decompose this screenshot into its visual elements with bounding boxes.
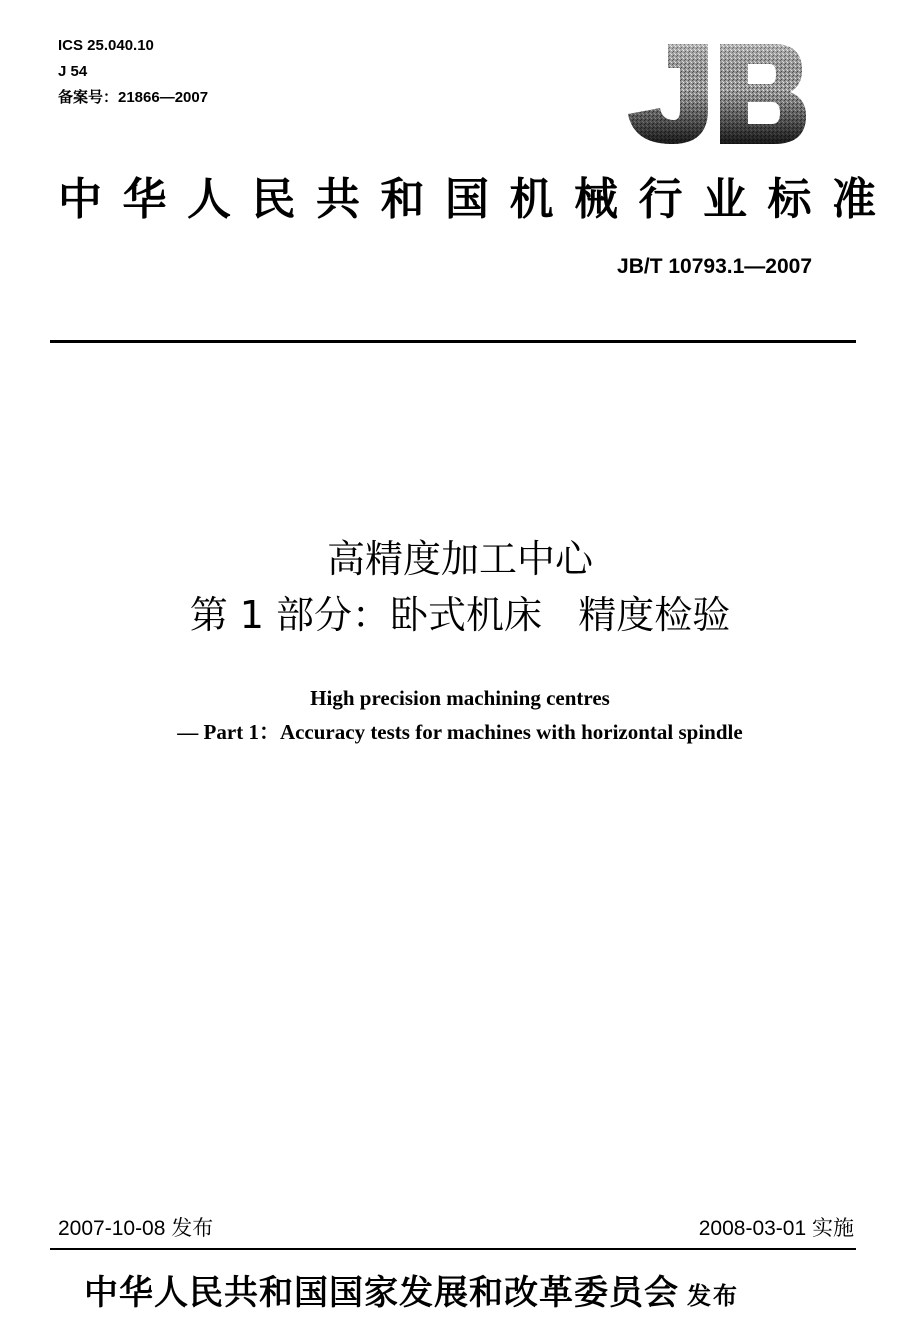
- implement-date-block: [699, 1214, 854, 1243]
- publisher-block: [84, 1268, 844, 1321]
- publisher-suffix: 发布: [687, 1282, 739, 1310]
- footer-divider: [50, 1248, 856, 1250]
- jb-logo-j: [628, 44, 708, 144]
- standard-category-title: 中华人民共和国机械行业标准: [58, 174, 897, 225]
- title-cn-line1: 高精度加工中心: [326, 537, 593, 581]
- issue-date: 2007-10-08: [58, 1217, 166, 1240]
- ics-code: ICS 25.040.10: [58, 37, 154, 54]
- jb-logo: [624, 40, 810, 148]
- title-cn-line2: 第 1 部分：卧式机床 精度检验: [189, 593, 731, 637]
- implement-date: 2008-03-01: [698, 1217, 807, 1240]
- header-divider: [50, 340, 856, 343]
- jb-logo-b: [720, 44, 806, 144]
- classification-code: J 54: [58, 63, 88, 80]
- filing-number: 备案号：21866—2007: [58, 89, 209, 106]
- title-en-line2: — Part 1：Accuracy tests for machines with horizontal spindle: [177, 720, 743, 744]
- implement-label: 实施: [812, 1216, 854, 1240]
- issue-label: 发布: [171, 1216, 214, 1240]
- issue-date-block: [58, 1214, 213, 1243]
- publisher-name: 中华人民共和国国家发展和改革委员会: [84, 1273, 679, 1313]
- title-en-line1: High precision machining centres: [310, 686, 610, 710]
- standard-number: JB/T 10793.1—2007: [617, 255, 812, 278]
